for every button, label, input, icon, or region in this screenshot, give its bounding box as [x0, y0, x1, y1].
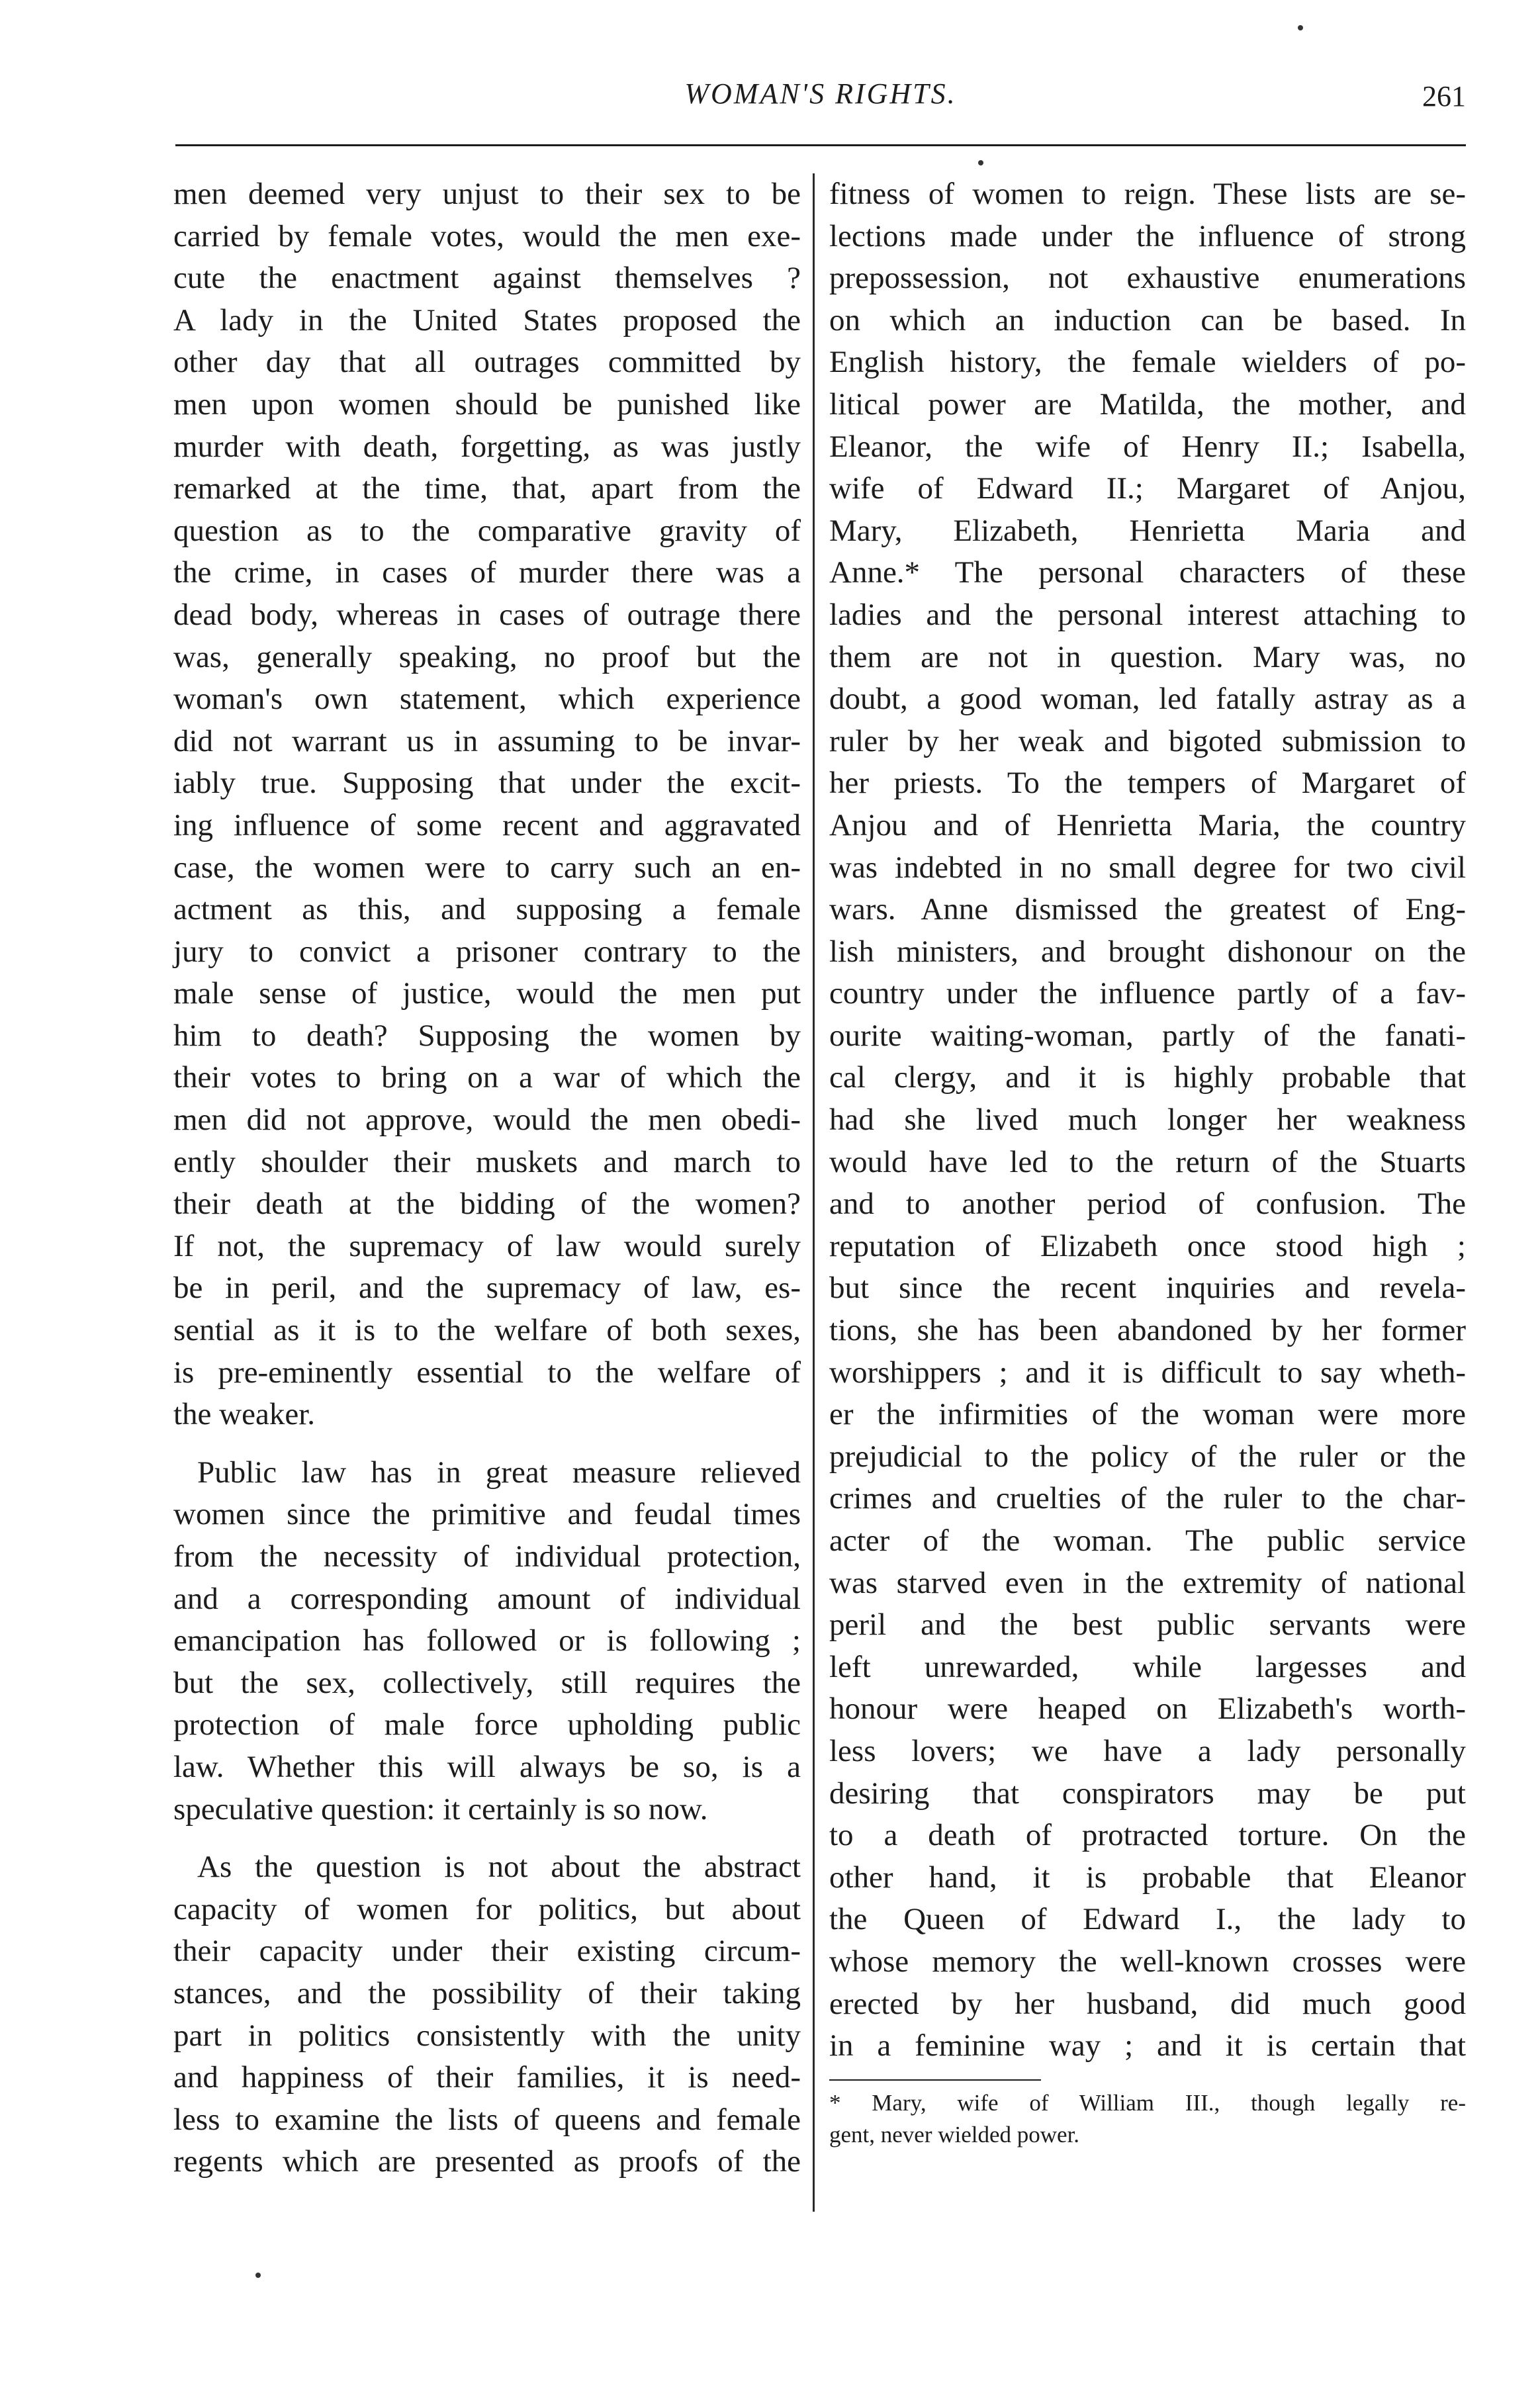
text-line: speculative question: it certainly is so now.	[173, 1791, 708, 1827]
text-line: him to death? Supposing the women by	[173, 1018, 801, 1053]
footnote-rule	[829, 2079, 1041, 2081]
text-line: gent, never wielded power.	[829, 2121, 1080, 2147]
text-line: Mary, Elizabeth, Henrietta Maria and	[829, 513, 1466, 548]
text-line: honour were heaped on Elizabeth's worth-	[829, 1692, 1466, 1727]
text-line: remarked at the time, that, apart from the	[173, 471, 801, 506]
text-line: cal clergy, and it is highly probable that	[829, 1060, 1466, 1095]
text-line: is pre-eminently essential to the welfare of	[173, 1355, 801, 1390]
text-line: jury to convict a prisoner contrary to the	[173, 934, 801, 969]
text-line: doubt, a good woman, led fatally astray as a	[829, 682, 1466, 717]
page-number: 261	[1422, 80, 1466, 113]
print-speck	[255, 2273, 261, 2278]
text-line: murder with death, forgetting, as was justly	[173, 429, 801, 464]
text-line: their death at the bidding of the women?	[173, 1187, 801, 1222]
text-line: case, the women were to carry such an en-	[173, 850, 801, 885]
text-line: worshippers ; and it is difficult to say wheth-	[829, 1355, 1466, 1390]
text-line: lish ministers, and brought dishonour on the	[829, 934, 1466, 969]
text-line: fitness of women to reign. These lists are se-	[829, 177, 1466, 211]
text-line: their capacity under their existing circum-	[173, 1934, 801, 1969]
column-divider	[813, 173, 815, 2212]
text-line: Public law has in great measure relieved	[197, 1455, 801, 1490]
text-line: prepossession, not exhaustive enumerations	[829, 261, 1466, 296]
text-line: desiring that conspirators may be put	[829, 1776, 1466, 1811]
text-line: their votes to bring on a war of which the	[173, 1060, 801, 1095]
text-line: erected by her husband, did much good	[829, 1986, 1466, 2021]
page-header	[175, 74, 1466, 134]
text-line: dead body, whereas in cases of outrage there	[173, 597, 801, 632]
text-line: carried by female votes, would the men exe-	[173, 218, 801, 253]
text-line: acter of the woman. The public service	[829, 1523, 1466, 1558]
text-line: was starved even in the extremity of national	[829, 1565, 1466, 1600]
text-line: protection of male force upholding public	[173, 1707, 801, 1742]
text-line: men upon women should be punished like	[173, 386, 801, 422]
text-line: the crime, in cases of murder there was a	[173, 555, 801, 590]
text-line: English history, the female wielders of po-	[829, 345, 1466, 380]
text-line: and to another period of confusion. The	[829, 1187, 1466, 1222]
footnote	[829, 2087, 1466, 2151]
text-line: country under the influence partly of a fav-	[829, 976, 1466, 1011]
text-line: ently shoulder their muskets and march to	[173, 1144, 801, 1179]
text-line: to a death of protracted torture. On the	[829, 1818, 1466, 1853]
text-line: lections made under the influence of strong	[829, 218, 1466, 253]
text-line: actment as this, and supposing a female	[173, 892, 801, 927]
text-line: If not, the supremacy of law would surely	[173, 1228, 801, 1263]
text-line: regents which are presented as proofs of the	[173, 2144, 801, 2179]
paragraph	[173, 173, 801, 1436]
text-line: and happiness of their families, it is need-	[173, 2060, 801, 2095]
text-line: on which an induction can be based. In	[829, 302, 1466, 338]
text-line: sential as it is to the welfare of both sexes,	[173, 1313, 801, 1348]
text-line: Anjou and of Henrietta Maria, the country	[829, 807, 1466, 842]
text-line: law. Whether this will always be so, is a	[173, 1749, 801, 1784]
text-line: from the necessity of individual protection,	[173, 1539, 801, 1574]
text-line: her priests. To the tempers of Margaret of	[829, 766, 1466, 801]
text-line: the weaker.	[173, 1397, 316, 1432]
text-line: ruler by her weak and bigoted submission to	[829, 723, 1466, 758]
text-line: crimes and cruelties of the ruler to the char-	[829, 1481, 1466, 1516]
text-line: whose memory the well-known crosses were	[829, 1944, 1466, 1979]
text-line: part in politics consistently with the unity	[173, 2018, 801, 2053]
print-speck	[978, 160, 983, 165]
paragraph	[173, 1452, 801, 1830]
text-line: emancipation has followed or is following ;	[173, 1623, 801, 1658]
text-line: wars. Anne dismissed the greatest of Eng-	[829, 892, 1466, 927]
text-line: would have led to the return of the Stuarts	[829, 1144, 1466, 1179]
left-column	[173, 173, 801, 2179]
text-line: prejudicial to the policy of the ruler or the	[829, 1439, 1466, 1474]
text-line: er the infirmities of the woman were more	[829, 1397, 1466, 1432]
text-line: but since the recent inquiries and revela-	[829, 1271, 1466, 1306]
text-line: iably true. Supposing that under the excit-	[173, 766, 801, 801]
text-line: was, generally speaking, no proof but the	[173, 639, 801, 674]
text-line: them are not in question. Mary was, no	[829, 639, 1466, 674]
text-line: the Queen of Edward I., the lady to	[829, 1902, 1466, 1937]
print-speck	[1298, 25, 1303, 30]
text-line: tions, she has been abandoned by her former	[829, 1313, 1466, 1348]
text-line: left unrewarded, while largesses and	[829, 1649, 1466, 1684]
text-line: * Mary, wife of William III., though legally re-	[829, 2089, 1466, 2116]
text-line: reputation of Elizabeth once stood high ;	[829, 1228, 1466, 1263]
right-column	[829, 173, 1466, 2151]
text-line: less lovers; we have a lady personally	[829, 1733, 1466, 1768]
text-line: had she lived much longer her weakness	[829, 1103, 1466, 1138]
text-line: capacity of women for politics, but about	[173, 1891, 801, 1926]
text-line: wife of Edward II.; Margaret of Anjou,	[829, 471, 1466, 506]
text-line: Eleanor, the wife of Henry II.; Isabella,	[829, 429, 1466, 464]
text-line: woman's own statement, which experience	[173, 682, 801, 717]
text-line: women since the primitive and feudal times	[173, 1497, 801, 1532]
header-rule	[175, 144, 1466, 146]
text-line: did not warrant us in assuming to be invar-	[173, 723, 801, 758]
paragraph	[173, 1846, 801, 2183]
text-line: men did not approve, would the men obedi-	[173, 1103, 801, 1138]
text-line: but the sex, collectively, still requires the	[173, 1665, 801, 1700]
text-line: be in peril, and the supremacy of law, es-	[173, 1271, 801, 1306]
text-line: in a feminine way ; and it is certain that	[829, 2028, 1466, 2063]
paragraph	[829, 173, 1466, 2067]
text-line: peril and the best public servants were	[829, 1607, 1466, 1643]
text-line: male sense of justice, would the men put	[173, 976, 801, 1011]
text-line: was indebted in no small degree for two civil	[829, 850, 1466, 885]
text-line: other hand, it is probable that Eleanor	[829, 1860, 1466, 1895]
text-line: ourite waiting-woman, partly of the fanati-	[829, 1018, 1466, 1053]
text-line: ladies and the personal interest attaching to	[829, 597, 1466, 632]
running-title: WOMAN'S RIGHTS.	[684, 77, 957, 110]
text-line: other day that all outrages committed by	[173, 345, 801, 380]
text-line: ing influence of some recent and aggravated	[173, 807, 801, 842]
text-line: A lady in the United States proposed the	[173, 302, 801, 338]
text-line: men deemed very unjust to their sex to be	[173, 177, 801, 211]
text-line: litical power are Matilda, the mother, and	[829, 386, 1466, 422]
text-line: As the question is not about the abstract	[197, 1850, 801, 1885]
text-line: Anne.* The personal characters of these	[829, 555, 1466, 590]
text-line: question as to the comparative gravity of	[173, 513, 801, 548]
text-line: cute the enactment against themselves ?	[173, 261, 801, 296]
text-line: and a corresponding amount of individual	[173, 1581, 801, 1616]
text-line: stances, and the possibility of their taking	[173, 1975, 801, 2011]
text-line: less to examine the lists of queens and female	[173, 2102, 801, 2137]
